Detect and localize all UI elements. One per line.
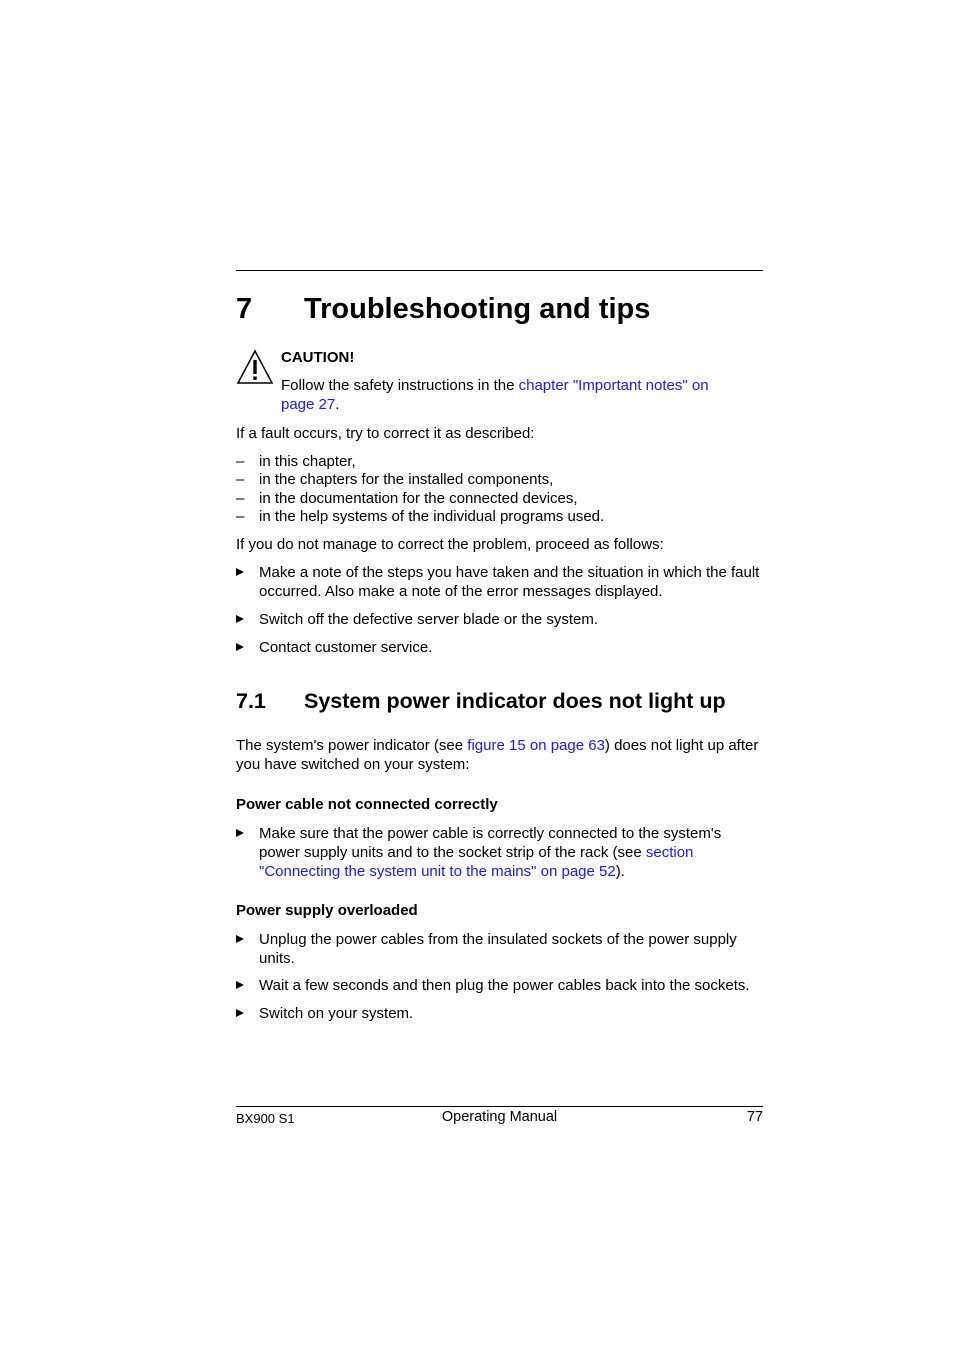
triangle-bullet-icon bbox=[236, 643, 244, 651]
proceed-text: If you do not manage to correct the problem, proceed as follows: bbox=[236, 536, 664, 553]
figure-15-link[interactable]: figure 15 on page 63 bbox=[467, 737, 605, 754]
footer-model: BX900 S1 bbox=[236, 1111, 295, 1126]
important-notes-link[interactable]: chapter "Important notes" on page 27 bbox=[281, 377, 709, 413]
dash-marker: – bbox=[236, 453, 245, 470]
step-text-before: Make sure that the power cable is correctly connected to the system's power supply units and to the socket strip of the rack (see bbox=[259, 825, 722, 861]
step-item: Contact customer service. bbox=[259, 639, 433, 656]
section-para-before: The system's power indicator (see bbox=[236, 737, 468, 754]
step-item: Switch off the defective server blade or the system. bbox=[259, 611, 599, 628]
section-para-after: ) does not light up after you have switched on your system: bbox=[236, 737, 759, 773]
section-title: System power indicator does not light up bbox=[304, 689, 726, 713]
footer-title: Operating Manual bbox=[441, 1109, 558, 1125]
connecting-mains-link[interactable]: section "Connecting the system unit to the mains" on page 52 bbox=[259, 844, 694, 880]
step-item: Make a note of the steps you have taken and the situation in which the fault occurred. Also make a note of the error messages displayed. bbox=[259, 564, 760, 600]
chapter-number: 7 bbox=[236, 293, 253, 325]
step-item: Unplug the power cables from the insulated sockets of the power supply units. bbox=[259, 931, 737, 967]
dash-marker: – bbox=[236, 508, 245, 525]
step-item: Switch on your system. bbox=[259, 1005, 414, 1022]
section-number: 7.1 bbox=[236, 689, 266, 713]
header-rule bbox=[236, 270, 763, 271]
dash-list-item: in the documentation for the connected devices, bbox=[259, 490, 578, 507]
intro-text: If a fault occurs, try to correct it as described: bbox=[236, 425, 535, 442]
dash-marker: – bbox=[236, 490, 245, 507]
subheading-power-cable: Power cable not connected correctly bbox=[236, 796, 498, 813]
caution-text-before: Follow the safety instructions in the bbox=[281, 377, 519, 394]
triangle-bullet-icon bbox=[236, 935, 244, 943]
page-number: 77 bbox=[746, 1109, 763, 1125]
triangle-bullet-icon bbox=[236, 829, 244, 837]
subheading-power-supply: Power supply overloaded bbox=[236, 902, 418, 919]
triangle-bullet-icon bbox=[236, 568, 244, 576]
caution-text bbox=[281, 376, 731, 414]
step-text-after: ). bbox=[615, 863, 625, 880]
dash-list-item: in the chapters for the installed components, bbox=[259, 471, 554, 488]
section-paragraph bbox=[236, 736, 764, 774]
triangle-bullet-icon bbox=[236, 1009, 244, 1017]
step-item bbox=[259, 824, 762, 881]
step-item: Wait a few seconds and then plug the power cables back into the sockets. bbox=[259, 977, 750, 994]
caution-label: CAUTION! bbox=[281, 349, 355, 366]
dash-list-item: in the help systems of the individual programs used. bbox=[259, 508, 605, 525]
triangle-bullet-icon bbox=[236, 981, 244, 989]
chapter-title: Troubleshooting and tips bbox=[304, 293, 651, 325]
caution-text-after: . bbox=[335, 396, 340, 413]
triangle-bullet-icon bbox=[236, 615, 244, 623]
dash-marker: – bbox=[236, 471, 245, 488]
dash-list-item: in this chapter, bbox=[259, 453, 356, 470]
caution-triangle-icon bbox=[236, 349, 274, 385]
footer-rule bbox=[236, 1106, 763, 1107]
